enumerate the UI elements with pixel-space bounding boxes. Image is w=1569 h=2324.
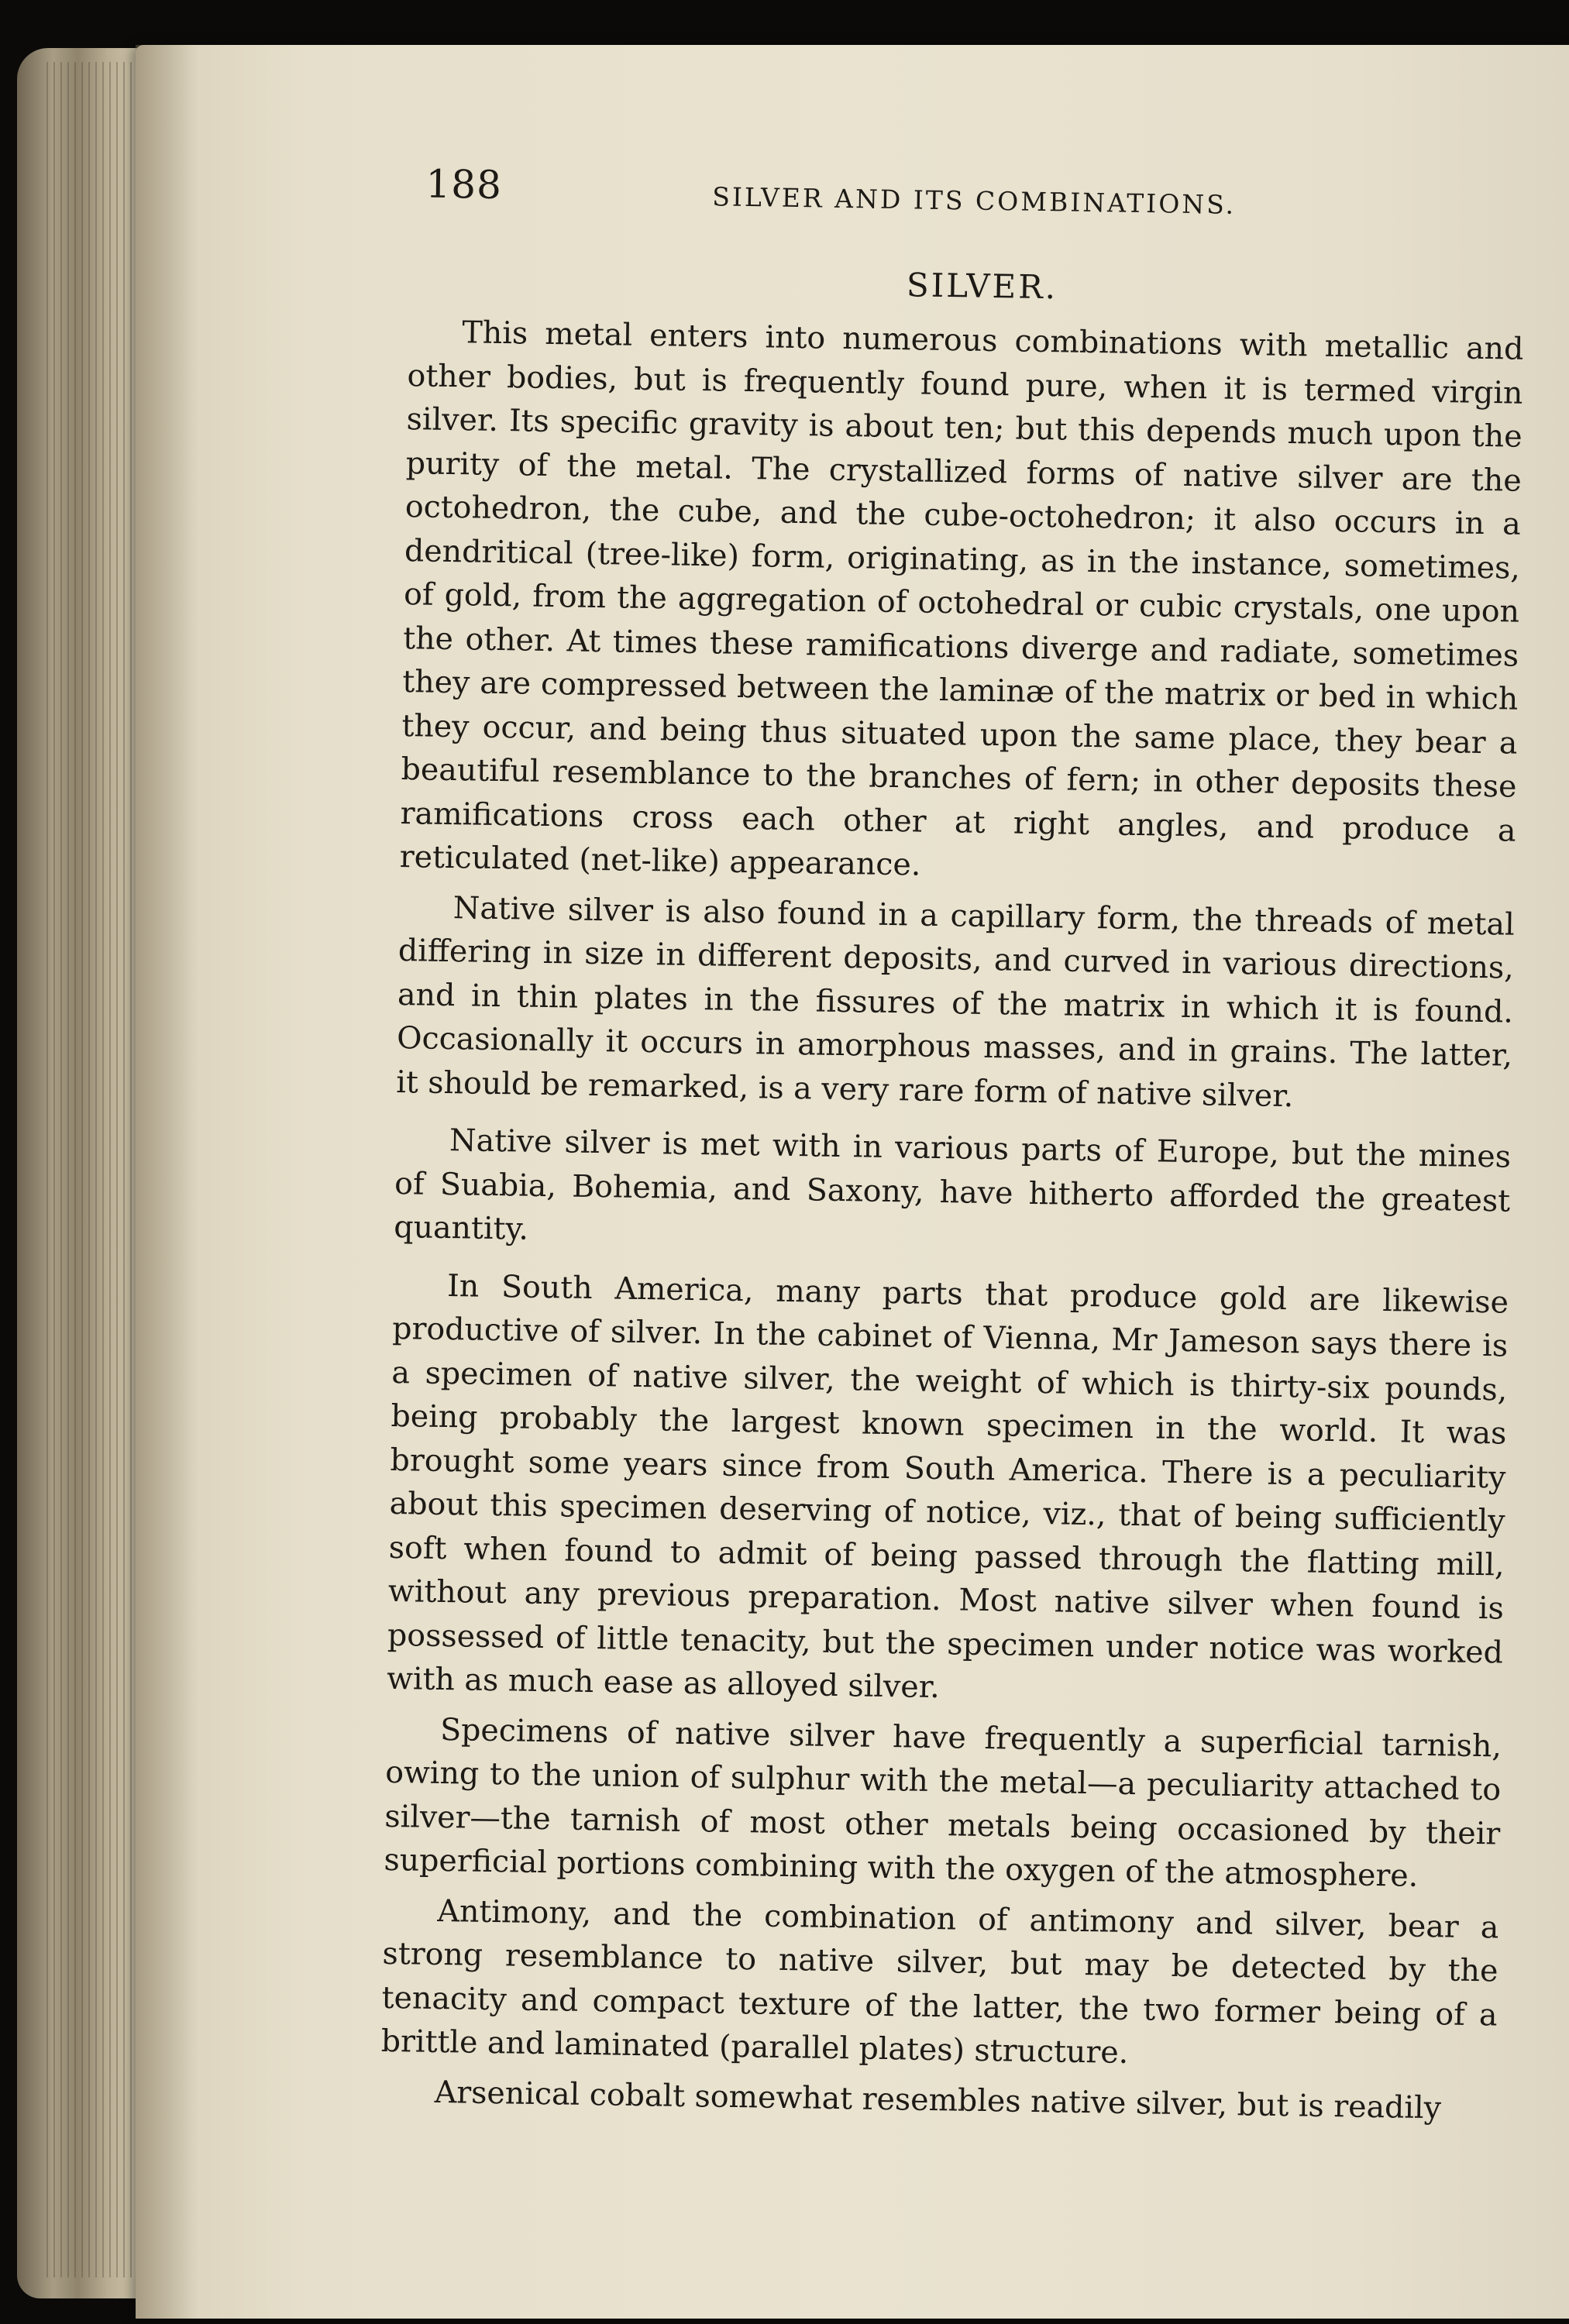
paragraph-6: Antimony, and the combination of antimony and silver, bear a strong resemblance to native silver, but may be detected by the tenacity and compact texture of the latter, the two former being of a brittle and laminated (parallel plates) structure.	[380, 1893, 1499, 2071]
section-title: SILVER.	[906, 266, 1058, 307]
paragraph-2: Native silver is also found in a capillary form, the threads of metal differing in size in different deposits, and curved in various directions, and in thin plates in the fissures of the matrix in which it is found. Occasionally it occurs in amorphous masses, and in grains. The latter, it should be remarked, is a very rare form of native silver.	[395, 889, 1516, 1114]
paragraph-1: This metal enters into numerous combinations with metallic and other bodies, but is frequently found pure, when it is termed virgin silver. Its specific gravity is about ten; but this depends much upon the purity of the metal. The crystallized forms of native silver are the octohedron, the cube, and the cube-octohedron; it also occurs in a dendritical (tree-like) form, originating, as in the instance, sometimes, of gold, from the aggregation of octohedral or cubic crystals, one upon the other. At times these ramifications diverge and radiate, sometimes they are compressed between the laminæ of the matrix or bed in which they occur, and being thus situated upon the same place, they bear a beautiful resemblance to the branches of fern; in other deposits these ramifications cross each other at right angles, and produce a reticulated (net-like) appearance.	[399, 315, 1524, 883]
running-head: SILVER AND ITS COMBINATIONS.	[712, 181, 1237, 220]
paragraph-5: Specimens of native silver have frequently a superficial tarnish, owing to the union of sulphur with the metal—a peculiarity attached to silver—the tarnish of most other metals being occasioned by their superficial portions combining with the oxygen of the atmosphere.	[384, 1711, 1502, 1894]
paragraph-7: Arsenical cobalt somewhat resembles native silver, but is readily	[434, 2074, 1442, 2126]
page-number: 188	[425, 161, 503, 208]
paragraph-3: Native silver is met with in various parts of Europe, but the mines of Suabia, Bohemia, and Saxony, have hitherto afforded the greatest quantity.	[394, 1122, 1512, 1247]
body-text	[380, 310, 1523, 2130]
gutter-shadow	[136, 45, 198, 2319]
paragraph-4: In South America, many parts that produce gold are likewise productive of silver. In the cabinet of Vienna, Mr Jameson says there is a specimen of native silver, the weight of which is thirty-six pounds, being probably the largest known specimen in the world. It was brought some years since from South America. There is a peculiarity about this specimen deserving of notice, viz., that of being sufficiently soft when found to admit of being passed through the flatting mill, without any previous preparation. Most native silver when found is possessed of little tenacity, but the specimen under notice was worked with as much ease as alloyed silver.	[386, 1267, 1509, 1706]
page-content	[225, 159, 1524, 2137]
